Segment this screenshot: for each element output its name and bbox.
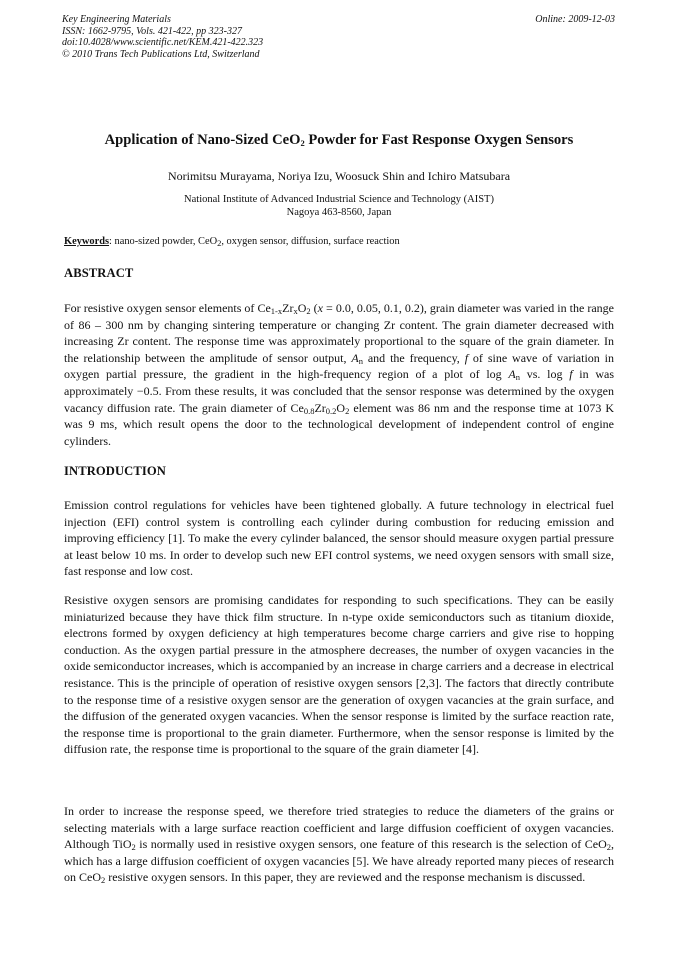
affiliation xyxy=(40,193,638,219)
journal-name: Key Engineering Materials xyxy=(62,14,171,25)
affiliation-institution: National Institute of Advanced Industrial Science and Technology (AIST) xyxy=(184,194,494,205)
abstract-paragraph: For resistive oxygen sensor elements of $Ce_{1-x}Zr_xO_2$ (x = 0.0, 0.05, 0.1, 0.2), grain diameter was varied in the range of 86 – 300 nm by changing sintering temperature or changing Zr content. The grain diameter decreased with increasing Zr content. The response time was approximately proportional to the square of the grain diameter. In the relationship between the amplitude of sensor output, $A_n$ and the frequency, f of sine wave of variation in oxygen partial pressure, the gradient in the high-frequency region of a plot of $\log A_n$ vs. log f in was approximately −0.5. From these results, it was concluded that the sensor response was determined by the oxygen vacancy diffusion rate. The grain diameter of $Ce_{0.8}Zr_{0.2}O_2$ element was 86 nm and the response time at 1073 K was 9 ms, which result opens the door to the technological development of independent control of engine cylinders. xyxy=(64,301,615,448)
affiliation-address: Nagoya 463-8560, Japan xyxy=(286,207,392,218)
author-list: Norimitsu Murayama, Noriya Izu, Woosuck Shin and Ichiro Matsubara xyxy=(167,169,511,183)
intro-paragraph-2: Resistive oxygen sensors are promising candidates for responding to such specifications. They can be easily miniaturized because they have thick film structure. In n-type oxide semiconductors such as titanium dioxide, electrons formed by oxygen deficiency at high temperatures become charge carriers and give rise to hopping conduction. As the oxygen partial pressure in the atmosphere decreases, the number of oxygen vacancies in the oxide semiconductor increases, which is accompanied by an increase in charge carriers and a decrease in electrical resistance. This is the principle of operation of resistive oxygen sensors [2,3]. The factors that directly contribute to the response time of a resistive oxygen sensor are the generation of oxygen vacancies at the grain surface, and the diffusion of the generated oxygen vacancies. When the sensor response is limited by the surface reaction rate, the response time is proportional to the grain diameter. Furthermore, when the sensor response is limited by the diffusion rate, the response time is proportional to the square of the grain diameter [4]. xyxy=(64,593,614,757)
journal-header xyxy=(62,14,263,60)
keywords-line: Keywords: nano-sized powder, CeO$_2$, oxygen sensor, diffusion, surface reaction xyxy=(64,236,400,248)
introduction-heading: INTRODUCTION xyxy=(64,464,166,478)
paper-title: Application of Nano-Sized CeO$_2$ Powder for Fast Response Oxygen Sensors xyxy=(104,132,574,148)
keywords-label: Keywords xyxy=(64,236,110,247)
abstract-heading: ABSTRACT xyxy=(64,266,134,280)
issn-line: ISSN: 1662-9795, Vols. 421-422, pp 323-327 xyxy=(62,25,242,37)
doi-line: doi:10.4028/www.scientific.net/KEM.421-422.323 xyxy=(62,37,264,48)
intro-paragraph-1: Emission control regulations for vehicles have been tightened globally. A future technology in electrical fuel injection (EFI) control system is controlling each cylinder during combustion for reducing emission and improving efficiency [1]. To make the every cylinder balanced, the sensor should measure oxygen partial pressure at least below 10 ms. In order to develop such new EFI control systems, we need oxygen sensors with small size, fast response and low cost. xyxy=(64,498,614,579)
copyright-line: © 2010 Trans Tech Publications Ltd, Switzerland xyxy=(62,48,260,60)
intro-paragraph-3: In order to increase the response speed, we therefore tried strategies to reduce the diameters of the grains or selecting materials with a large surface reaction coefficient and large diffusion coefficient of oxygen vacancies. Although TiO$_2$ is normally used in resistive oxygen sensors, one feature of this research is the selection of CeO$_2$, which has a large diffusion coefficient of oxygen vacancies [5]. We have already reported many pieces of research on CeO$_2$ resistive oxygen sensors. In this paper, they are reviewed and the response mechanism is discussed. xyxy=(64,804,615,886)
online-date: Online: 2009-12-03 xyxy=(535,14,615,25)
